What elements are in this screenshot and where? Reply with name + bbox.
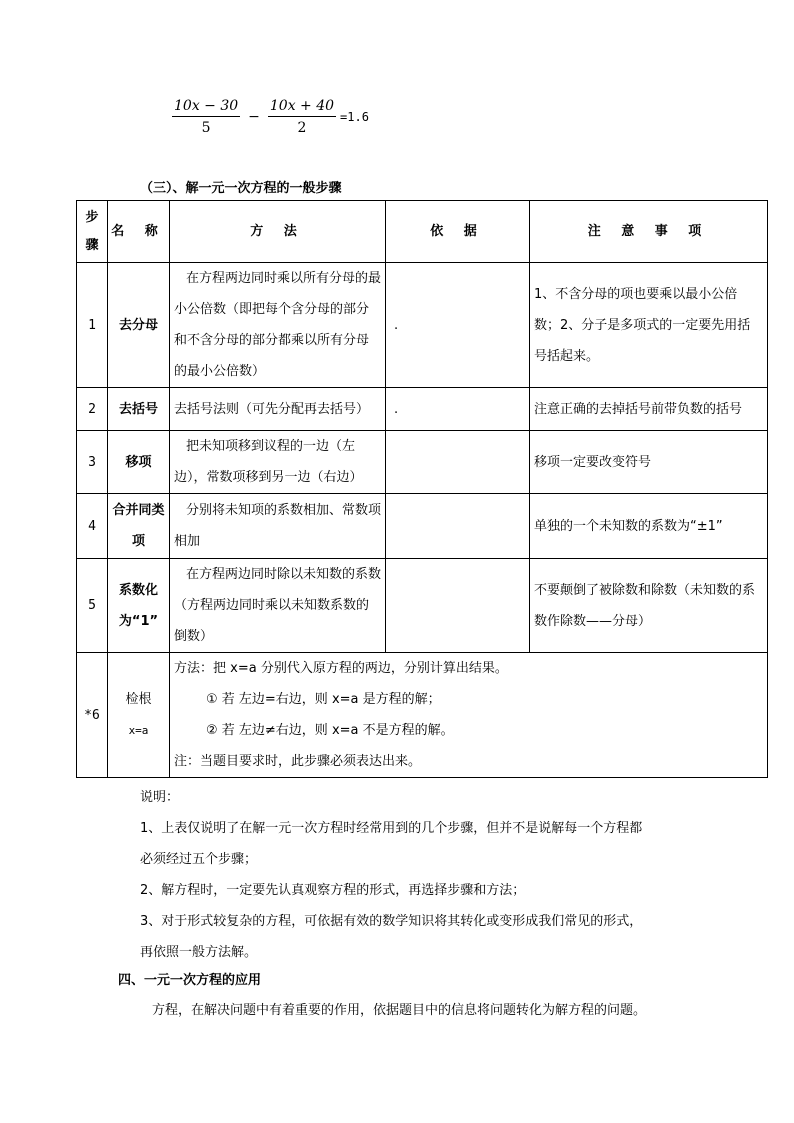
header-basis: 依 据 (386, 201, 530, 263)
row-index: 5 (77, 559, 108, 653)
check-line-2: ① 若 左边=右边，则 x=a 是方程的解； (206, 692, 441, 707)
row-index: *6 (77, 653, 108, 778)
equation (170, 92, 369, 142)
notes (140, 782, 642, 968)
row-name: 系数化为“1” (108, 559, 170, 653)
fraction-2-numerator: 10x + 40 (268, 98, 336, 117)
check-name-line1: 检根 (125, 692, 152, 707)
table-row-check (77, 653, 768, 778)
minus-operator: − (248, 109, 260, 125)
table-header-row (77, 201, 768, 263)
check-line-1: 方法：把 x=a 分别代入原方程的两边，分别计算出结果。 (174, 661, 508, 676)
check-name-line2: x=a (128, 724, 149, 737)
row-note: 1、不含分母的项也要乘以最小公倍数；2、分子是多项式的一定要先用括号括起来。 (530, 263, 768, 388)
row-basis (386, 494, 530, 559)
row-index: 2 (77, 388, 108, 431)
row-basis (386, 431, 530, 494)
notes-item-1a: 1、上表仅说明了在解一元一次方程时经常用到的几个步骤，但并不是说解每一个方程都 (140, 821, 643, 836)
row-index: 4 (77, 494, 108, 559)
notes-label: 说明： (140, 790, 180, 805)
row-method: 分别将未知项的系数相加、常数项相加 (170, 494, 386, 559)
row-name: 合并同类项 (108, 494, 170, 559)
check-line-4: 注：当题目要求时，此步骤必须表达出来。 (174, 754, 422, 769)
row-note: 移项一定要改变符号 (530, 431, 768, 494)
header-name: 名 称 (108, 201, 170, 263)
table-row (77, 431, 768, 494)
row-method: 在方程两边同时除以未知数的系数（方程两边同时乘以未知数系数的倒数） (170, 559, 386, 653)
notes-item-3a: 3、对于形式较复杂的方程，可依据有效的数学知识将其转化或变形成我们常见的形式， (140, 914, 643, 929)
row-method: 去括号法则（可先分配再去括号） (170, 388, 386, 431)
fraction-1 (172, 98, 240, 136)
row-name: 去分母 (108, 263, 170, 388)
section-3-title: （三）、解一元一次方程的一般步骤 (140, 181, 342, 196)
fraction-1-numerator: 10x − 30 (172, 98, 240, 117)
header-step-label: 步骤 (85, 209, 99, 253)
row-method: 在方程两边同时乘以所有分母的最小公倍数（即把每个含分母的部分和不含分母的部分都乘以所有分母的最小公倍数） (170, 263, 386, 388)
section-4-paragraph: 方程，在解决问题中有着重要的作用，依据题目中的信息将问题转化为解方程的问题。 (152, 1003, 647, 1018)
table-row (77, 494, 768, 559)
table-row (77, 559, 768, 653)
row-index: 1 (77, 263, 108, 388)
row-method: 把未知项移到议程的一边（左边），常数项移到另一边（右边） (170, 431, 386, 494)
row-name: 移项 (108, 431, 170, 494)
section-4-title: 四、一元一次方程的应用 (118, 973, 262, 988)
equation-rhs: =1.6 (340, 110, 369, 124)
header-method: 方 法 (170, 201, 386, 263)
row-note: 单独的一个未知数的系数为“±1” (530, 494, 768, 559)
row-basis: . (386, 263, 530, 388)
row-basis: . (386, 388, 530, 431)
header-step (77, 201, 108, 263)
row-basis (386, 559, 530, 653)
fraction-1-denominator: 5 (201, 120, 211, 136)
row-index: 3 (77, 431, 108, 494)
steps-table (76, 200, 768, 778)
check-method (170, 653, 768, 778)
row-name: 去括号 (108, 388, 170, 431)
notes-item-3b: 再依照一般方法解。 (140, 945, 258, 960)
table-row (77, 388, 768, 431)
check-line-3: ② 若 左边≠右边，则 x=a 不是方程的解。 (206, 723, 454, 738)
row-name (108, 653, 170, 778)
fraction-2 (268, 98, 336, 136)
row-note: 注意正确的去掉括号前带负数的括号 (530, 388, 768, 431)
notes-item-1b: 必须经过五个步骤； (140, 852, 258, 867)
table-row (77, 263, 768, 388)
row-note: 不要颠倒了被除数和除数（未知数的系数作除数——分母） (530, 559, 768, 653)
fraction-2-denominator: 2 (297, 120, 307, 136)
header-notes: 注 意 事 项 (530, 201, 768, 263)
notes-item-2: 2、解方程时，一定要先认真观察方程的形式，再选择步骤和方法； (140, 883, 526, 898)
